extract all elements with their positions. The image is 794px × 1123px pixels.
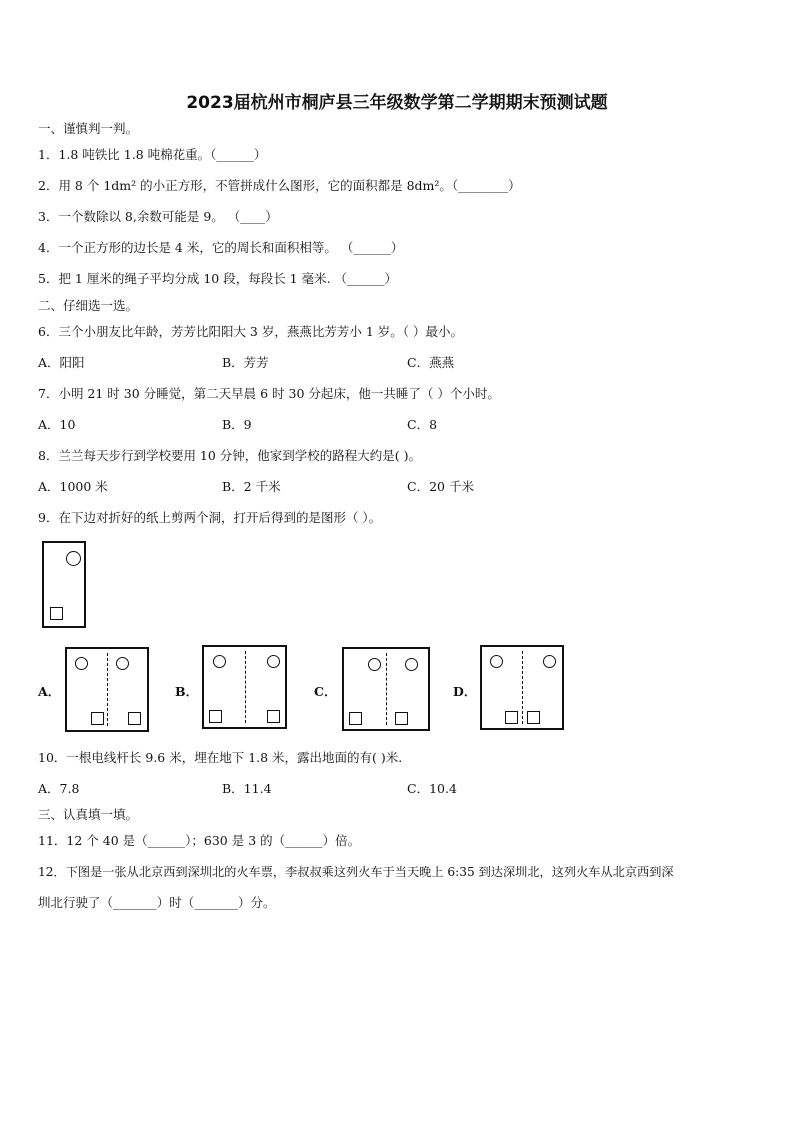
q8-option-b: B．2 千米 <box>222 479 281 494</box>
square-hole <box>50 607 63 620</box>
q9-option-a-figure <box>65 647 149 732</box>
question-12-line2: 圳北行驶了（_______）时（_______）分。 <box>38 895 276 910</box>
section-heading-fill: 三、认真填一填。 <box>38 807 139 822</box>
square-hole <box>91 712 104 725</box>
q9-option-d-figure <box>480 645 564 730</box>
question-10: 10．一根电线杆长 9.6 米，埋在地下 1.8 米，露出地面的有( )米. <box>38 750 403 765</box>
q6-option-a: A．阳阳 <box>38 355 85 370</box>
square-hole <box>505 711 518 724</box>
q9-option-c-figure <box>342 647 430 731</box>
q9-label-a: A． <box>38 684 61 699</box>
q10-option-c: C．10.4 <box>407 781 457 796</box>
square-hole <box>128 712 141 725</box>
page-title: 2023届杭州市桐庐县三年级数学第二学期期末预测试题 <box>186 93 608 113</box>
square-hole <box>527 711 540 724</box>
circle-hole <box>213 655 226 668</box>
question-4: 4．一个正方形的边长是 4 米，它的周长和面积相等。 （______） <box>38 240 404 255</box>
q10-option-b: B．11.4 <box>222 781 272 796</box>
square-hole <box>395 712 408 725</box>
folded-paper-figure <box>42 541 86 628</box>
q6-option-b: B．芳芳 <box>222 355 269 370</box>
question-3: 3．一个数除以 8,余数可能是 9。 （____） <box>38 209 278 224</box>
q7-option-c: C．8 <box>407 417 438 432</box>
q10-option-a: A．7.8 <box>38 781 80 796</box>
square-hole <box>209 710 222 723</box>
q9-label-d: D． <box>453 684 477 699</box>
circle-hole <box>490 655 503 668</box>
section-heading-judge: 一、谨慎判一判。 <box>38 121 139 136</box>
square-hole <box>349 712 362 725</box>
circle-hole <box>66 551 81 566</box>
fold-line <box>107 653 108 726</box>
circle-hole <box>267 655 280 668</box>
q9-label-b: B． <box>175 684 199 699</box>
question-2: 2．用 8 个 1dm² 的小正方形，不管拼成什么图形，它的面积都是 8dm²。（________） <box>38 178 521 193</box>
q6-option-c: C．燕燕 <box>407 355 455 370</box>
q9-option-b-figure <box>202 645 287 729</box>
question-6: 6．三个小朋友比年龄，芳芳比阳阳大 3 岁，燕燕比芳芳小 1 岁。（ ）最小。 <box>38 324 463 339</box>
q7-option-a: A．10 <box>38 417 76 432</box>
question-1: 1．1.8 吨铁比 1.8 吨棉花重。（______） <box>38 147 267 162</box>
q8-option-a: A．1000 米 <box>38 479 108 494</box>
question-12-line1: 12．下图是一张从北京西到深圳北的火车票，李叔叔乘这列火车于当天晚上 6:35 到达深圳北，这列火车从北京西到深 <box>38 865 674 879</box>
circle-hole <box>405 658 418 671</box>
question-5: 5．把 1 厘米的绳子平均分成 10 段，每段长 1 毫米. （______） <box>38 271 398 286</box>
square-hole <box>267 710 280 723</box>
question-11: 11．12 个 40 是（______）；630 是 3 的（______）倍。 <box>38 833 361 848</box>
fold-line <box>522 651 523 724</box>
circle-hole <box>116 657 129 670</box>
question-8: 8．兰兰每天步行到学校要用 10 分钟，他家到学校的路程大约是( )。 <box>38 448 422 463</box>
section-heading-choose: 二、仔细选一选。 <box>38 298 139 313</box>
q8-option-c: C．20 千米 <box>407 479 474 494</box>
fold-line <box>386 653 387 725</box>
q9-label-c: C． <box>314 684 337 699</box>
circle-hole <box>75 657 88 670</box>
question-9: 9．在下边对折好的纸上剪两个洞，打开后得到的是图形（ ）。 <box>38 510 382 525</box>
circle-hole <box>368 658 381 671</box>
question-7: 7．小明 21 时 30 分睡觉，第二天早晨 6 时 30 分起床，他一共睡了（ ）个小时。 <box>38 386 500 401</box>
q7-option-b: B．9 <box>222 417 252 432</box>
circle-hole <box>543 655 556 668</box>
fold-line <box>245 651 246 723</box>
